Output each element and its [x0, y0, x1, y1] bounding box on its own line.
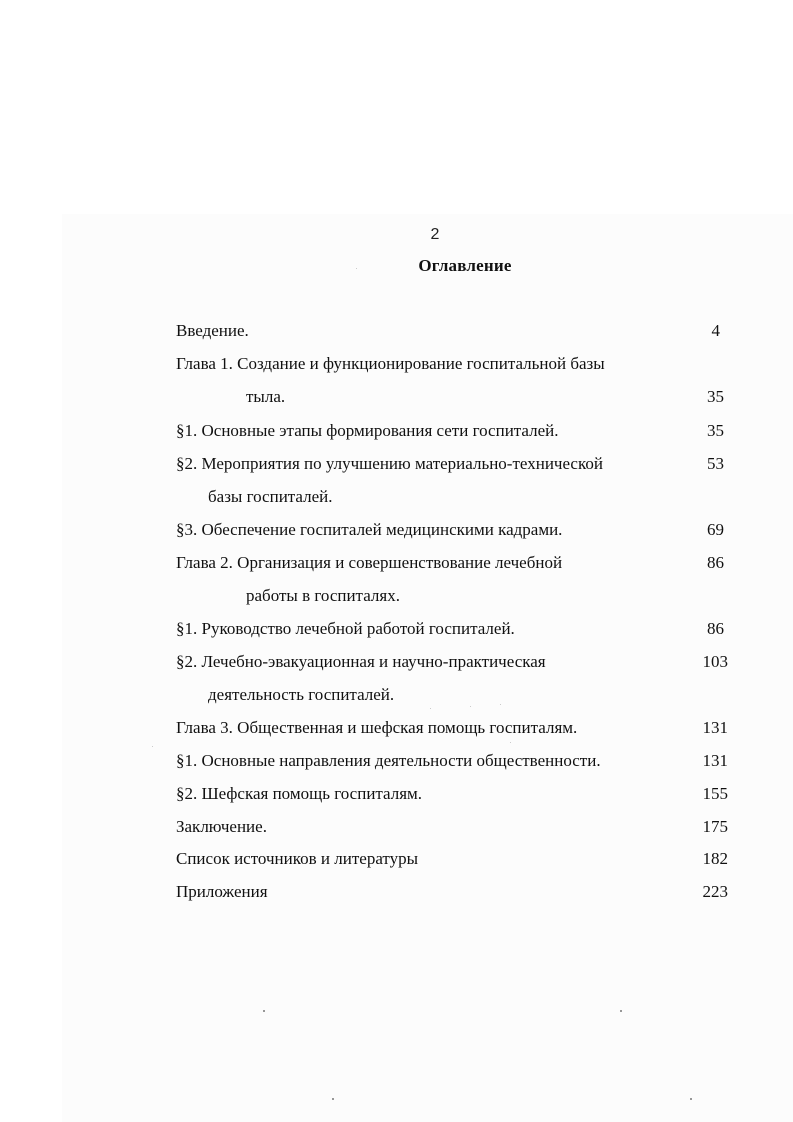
toc-entry-ch2-sec2-cont: деятельность госпиталей.: [208, 685, 395, 704]
page-number: 2: [430, 226, 440, 243]
toc-entry-chapter-2-cont: работы в госпиталях.: [246, 586, 400, 605]
toc-entry-conclusion: Заключение.: [176, 817, 267, 836]
toc-entry-ch1-sec3: §3. Обеспечение госпиталей медицинскими кадрами.: [176, 520, 563, 539]
toc-page-number: 131: [702, 751, 728, 770]
toc-page-number: 155: [702, 784, 728, 803]
scan-speck: [510, 742, 511, 743]
toc-page-number: 35: [707, 421, 724, 440]
toc-entry-ch1-sec2-cont: базы госпиталей.: [208, 487, 333, 506]
scan-speck: [470, 706, 471, 707]
scan-speck: [430, 708, 431, 709]
toc-title: Оглавление: [418, 256, 512, 275]
toc-entry-chapter-2: Глава 2. Организация и совершенствование лечебной: [176, 553, 563, 572]
toc-entry-ch2-sec1: §1. Руководство лечебной работой госпиталей.: [176, 619, 515, 638]
toc-page-number: 4: [711, 321, 720, 340]
toc-entry-ch1-sec1: §1. Основные этапы формирования сети госпиталей.: [176, 421, 559, 440]
toc-page-number: 182: [702, 849, 728, 868]
scan-speck: [152, 746, 153, 747]
toc-entry-ch3-sec1: §1. Основные направления деятельности общественности.: [176, 751, 601, 770]
toc-entry-chapter-1-cont: тыла.: [246, 387, 286, 406]
toc-entry-ch2-sec2: §2. Лечебно-эвакуационная и научно-практическая: [176, 652, 546, 671]
scan-speck: [263, 1010, 265, 1012]
scan-speck: [620, 1010, 622, 1012]
toc-entry-ch3-sec2: §2. Шефская помощь госпиталям.: [176, 784, 423, 803]
toc-page-number: 86: [707, 619, 724, 638]
toc-page-number: 53: [707, 454, 724, 473]
scan-speck: [332, 1098, 334, 1100]
toc-entry-chapter-3: Глава 3. Общественная и шефская помощь госпиталям.: [176, 718, 578, 737]
toc-page-number: 86: [707, 553, 724, 572]
toc-entry-introduction: Введение.: [176, 321, 249, 340]
scan-speck: [690, 1098, 692, 1100]
toc-entry-ch1-sec2: §2. Мероприятия по улучшению материально-технической: [176, 454, 603, 473]
scan-speck: [356, 268, 357, 269]
toc-page-number: 103: [702, 652, 728, 671]
scan-speck: [500, 704, 501, 705]
toc-entry-sources: Список источников и литературы: [176, 849, 419, 868]
toc-page-number: 69: [707, 520, 724, 539]
toc-page-number: 175: [702, 817, 728, 836]
toc-page-number: 131: [702, 718, 728, 737]
toc-entry-chapter-1: Глава 1. Создание и функционирование госпитальной базы: [176, 354, 605, 373]
toc-page-number: 35: [707, 387, 724, 406]
toc-entry-appendices: Приложения: [176, 882, 268, 901]
toc-page-number: 223: [702, 882, 728, 901]
